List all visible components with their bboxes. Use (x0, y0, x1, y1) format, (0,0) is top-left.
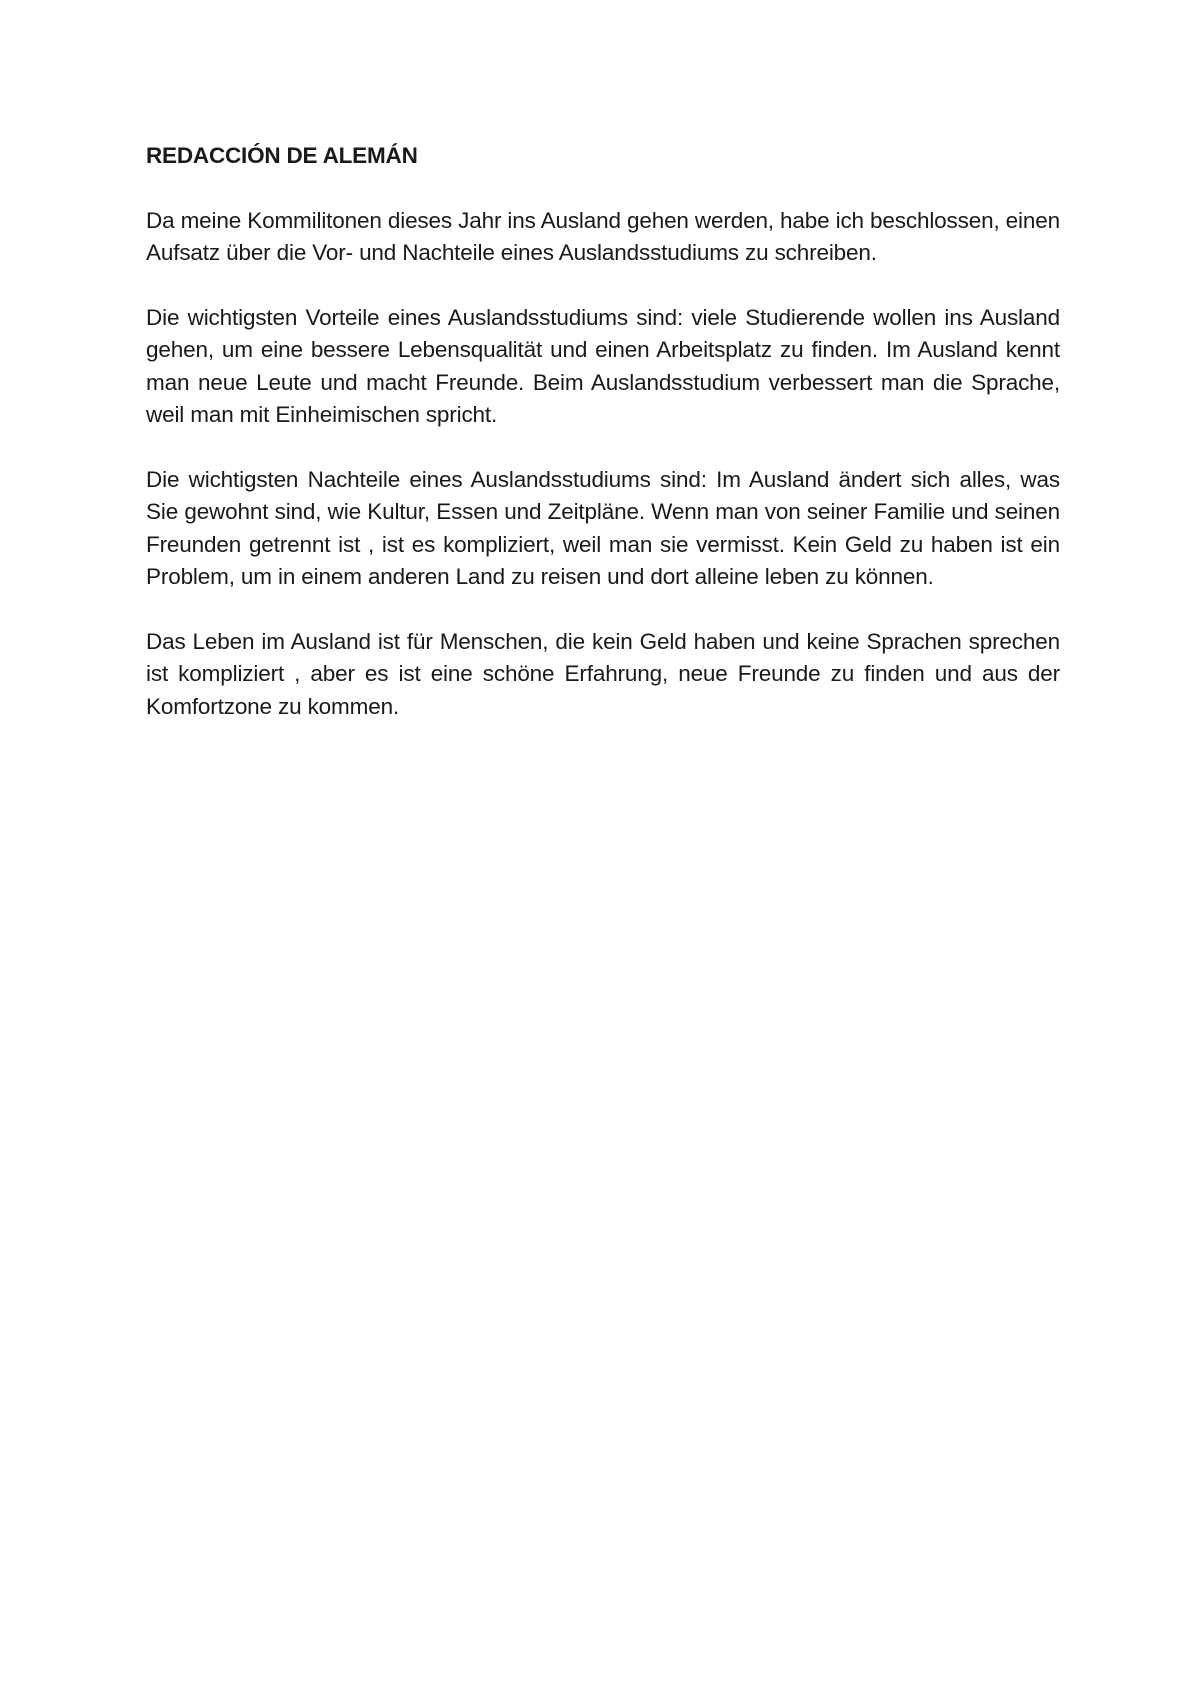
paragraph-intro: Da meine Kommilitonen dieses Jahr ins Ausland gehen werden, habe ich beschlossen, einen Aufsatz über die Vor- und Nachteile eines Auslandsstudiums zu schreiben. (146, 207, 1060, 265)
paragraph-conclusion: Das Leben im Ausland ist für Menschen, die kein Geld haben und keine Sprachen sprechen ist kompliziert , aber es ist eine schöne Erfahrung, neue Freunde zu finden und aus der Komfortzone zu kommen. (146, 628, 1060, 719)
paragraph-advantages: Die wichtigsten Vorteile eines Auslandsstudiums sind: viele Studierende wollen ins Ausland gehen, um eine bessere Lebensqualität und einen Arbeitsplatz zu finden. Im Ausland kennt man neue Leute und macht Freunde. Beim Auslandsstudium verbessert man die Sprache, weil man mit Einheimischen spricht. (146, 304, 1060, 427)
document-title: REDACCIÓN DE ALEMÁN (146, 143, 418, 168)
document-body (146, 140, 1060, 755)
paragraph-disadvantages: Die wichtigsten Nachteile eines Auslandsstudiums sind: Im Ausland ändert sich alles, was Sie gewohnt sind, wie Kultur, Essen und Zeitpläne. Wenn man von seiner Familie und seinen Freunden getrennt ist , ist es kompliziert, weil man sie vermisst. Kein Geld zu haben ist ein Problem, um in einem anderen Land zu reisen und dort alleine leben zu können. (146, 466, 1060, 589)
